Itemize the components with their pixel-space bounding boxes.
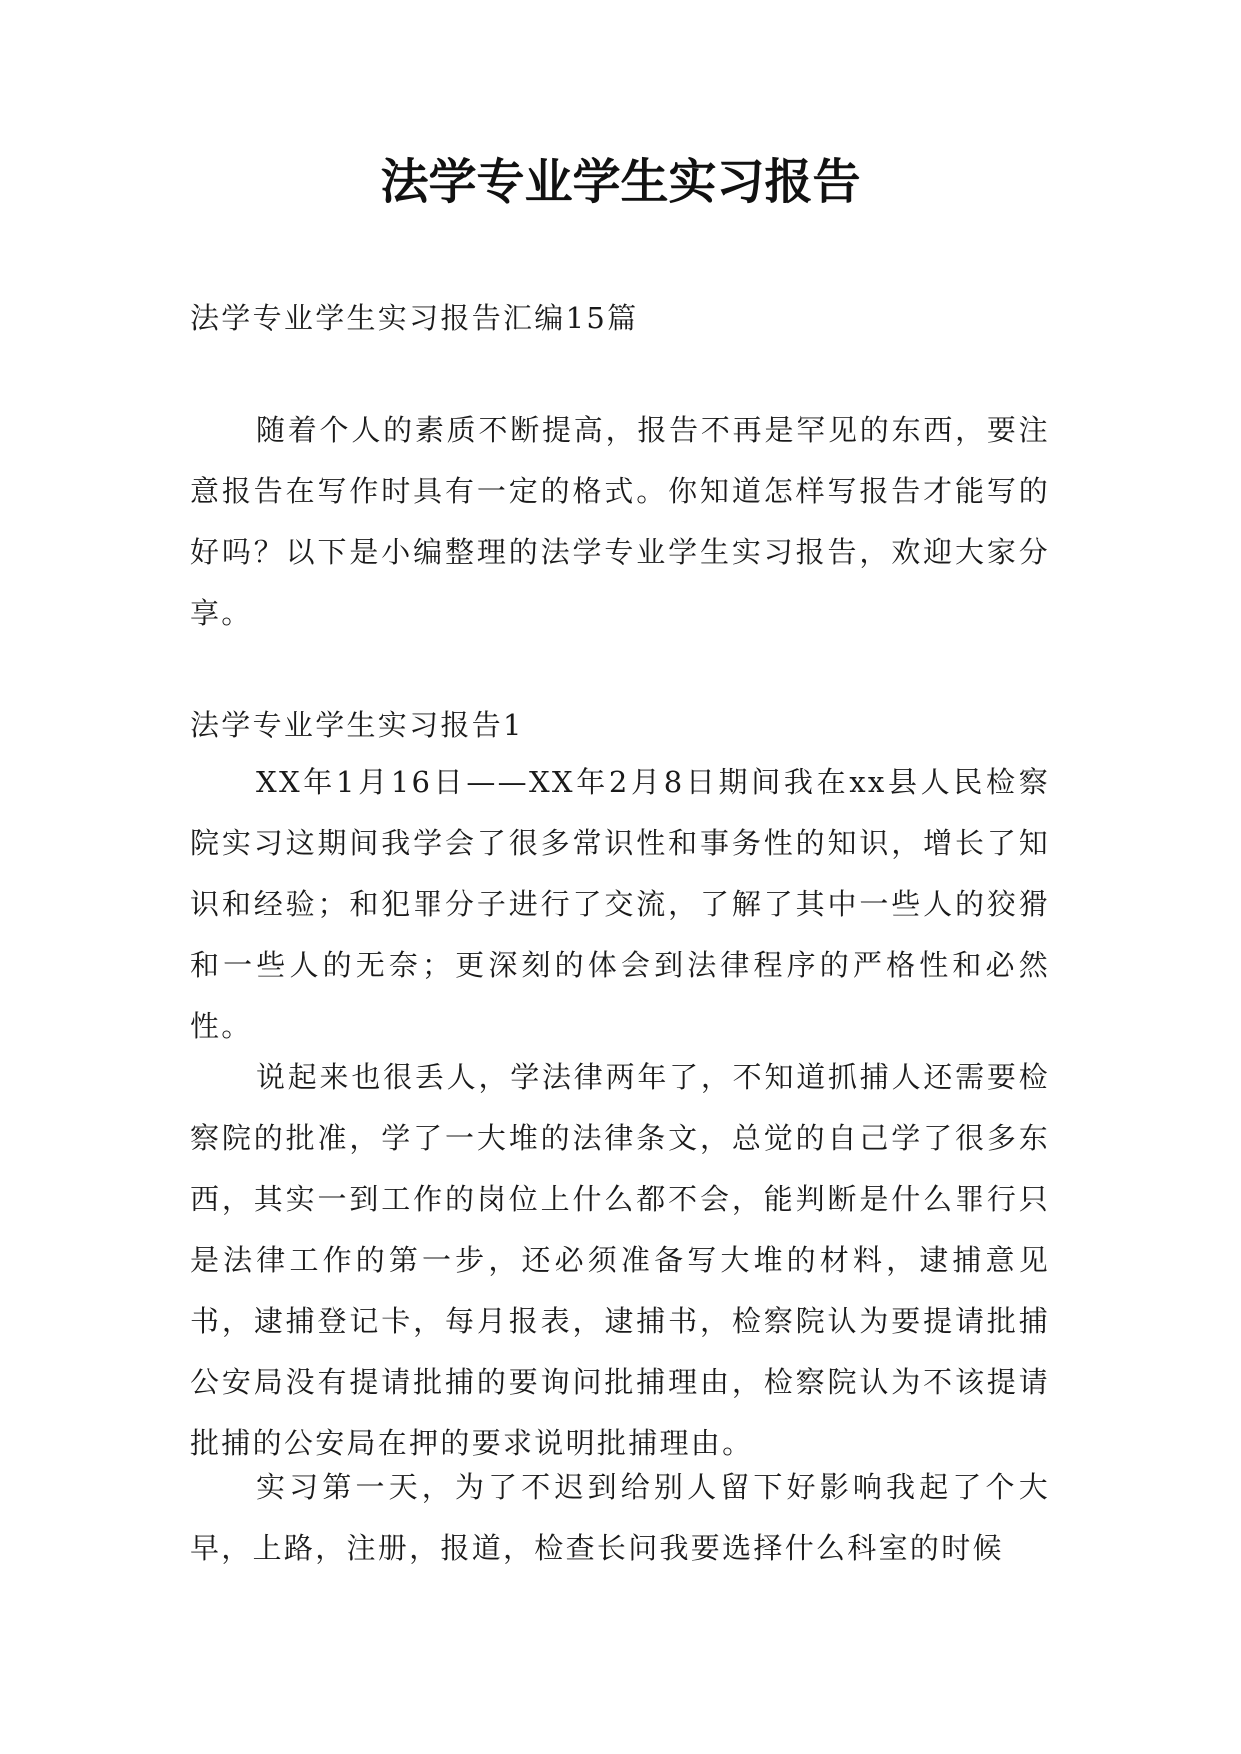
document-title: 法学专业学生实习报告 [380, 154, 861, 210]
intro-paragraph: 随着个人的素质不断提高，报告不再是罕见的东西，要注意报告在写作时具有一定的格式。你知道怎样写报告才能写的好吗？以下是小编整理的法学专业学生实习报告，欢迎大家分享。 [190, 413, 1050, 630]
document-subtitle: 法学专业学生实习报告汇编15篇 [190, 301, 639, 335]
section-heading: 法学专业学生实习报告1 [190, 708, 524, 742]
body-paragraph-1: XX年1月16日——XX年2月8日期间我在xx县人民检察院实习这期间我学会了很多常识性和事务性的知识，增长了知识和经验；和犯罪分子进行了交流，了解了其中一些人的狡猾和一些人的无奈；更深刻的体会到法律程序的严格性和必然性。 [190, 765, 1050, 1043]
body-paragraph-3: 实习第一天，为了不迟到给别人留下好影响我起了个大早，上路，注册，报道，检查长问我要选择什么科室的时候 [190, 1470, 1050, 1565]
body-paragraph-2: 说起来也很丢人，学法律两年了，不知道抓捕人还需要检察院的批准，学了一大堆的法律条文，总觉的自己学了很多东西，其实一到工作的岗位上什么都不会，能判断是什么罪行只是法律工作的第一步，还必须准备写大堆的材料，逮捕意见书，逮捕登记卡，每月报表，逮捕书，检察院认为要提请批捕公安局没有提请批捕的要询问批捕理由，检察院认为不该提请批捕的公安局在押的要求说明批捕理由。 [190, 1060, 1050, 1460]
